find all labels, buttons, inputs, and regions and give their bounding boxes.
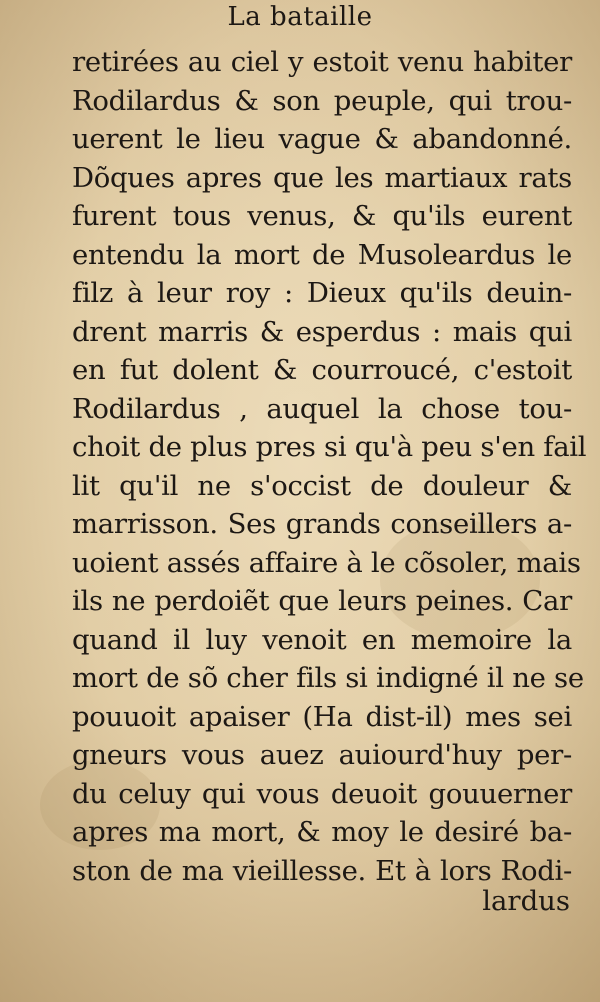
text-line: marrisson. Ses grands conseillers a- (72, 508, 572, 540)
text-line: Dõques apres que les martiaux rats (72, 161, 572, 194)
text-line: gneurs vous auez auiourd'huy per- (72, 739, 572, 771)
text-line: pouuoit apaiser (Ha dist-il) mes sei (72, 700, 572, 733)
text-line: quand il luy venoit en memoire la (72, 623, 572, 656)
text-line: drent marris & esperdus : mais qui (72, 315, 572, 348)
text-line: entendu la mort de Musoleardus le (72, 238, 572, 271)
text-line: Rodilardus & son peuple, qui trou- (72, 84, 572, 117)
text-line: en fut dolent & courroucé, c'estoit (72, 354, 572, 386)
text-line: furent tous venus, & qu'ils eurent (72, 200, 572, 232)
text-line: du celuy qui vous deuoit gouuerner (72, 777, 572, 810)
text-line: choit de plus pres si qu'à peu s'en fail (72, 431, 587, 463)
text-line: mort de sõ cher fils si indigné il ne se (72, 662, 584, 694)
text-line: retirées au ciel y estoit venu habiter (72, 46, 572, 78)
text-line: ston de ma vieillesse. Et à lors Rodi- (72, 854, 572, 887)
text-line: apres ma mort, & moy le desiré ba- (72, 816, 572, 848)
text-block (72, 43, 587, 890)
text-line: filz à leur roy : Dieux qu'ils deuin- (72, 277, 572, 309)
text-line: lit qu'il ne s'occist de douleur & (72, 469, 572, 502)
running-head: La bataille (227, 2, 373, 32)
text-line: uerent le lieu vague & abandonné. (72, 123, 572, 155)
text-line: Rodilardus , auquel la chose tou- (72, 392, 572, 425)
text-line: ils ne perdoiẽt que leurs peines. Car (72, 585, 572, 617)
text-line: uoient assés affaire à le cõsoler, mais (72, 546, 581, 579)
catchword: lardus (482, 885, 570, 917)
